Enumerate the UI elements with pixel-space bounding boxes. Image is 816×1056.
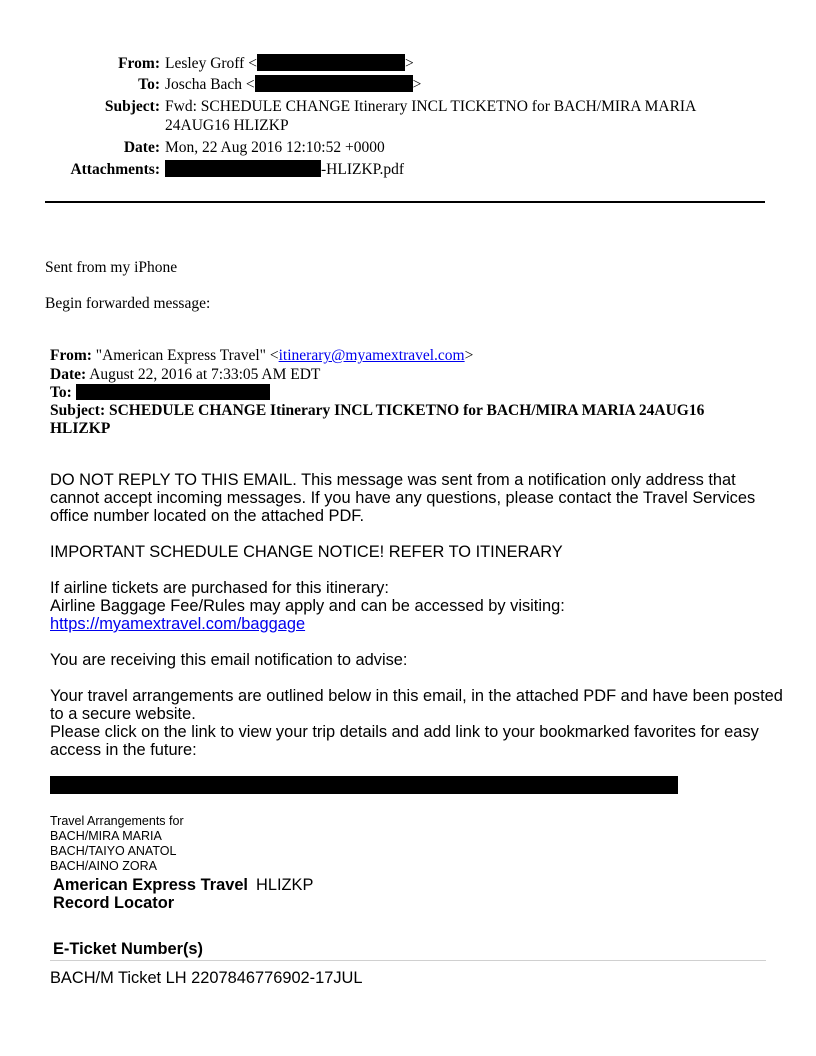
baggage-paragraph xyxy=(50,579,565,633)
to-name: Joscha Bach < xyxy=(165,76,255,93)
to-value xyxy=(165,75,421,95)
record-locator-label xyxy=(53,876,248,912)
travel-arrangements-block xyxy=(50,814,184,874)
arrangements-line-1: Your travel arrangements are outlined below in this email, in the attached PDF and have been posted xyxy=(50,687,783,705)
to-label: To: xyxy=(138,76,160,93)
baggage-link[interactable]: https://myamextravel.com/baggage xyxy=(50,615,306,633)
fwd-from-name: "American Express Travel" < xyxy=(95,347,279,364)
header-divider xyxy=(45,201,765,203)
from-name: Lesley Groff < xyxy=(165,55,257,72)
notice-paragraph xyxy=(50,471,755,525)
attachment-filename[interactable]: -HLIZKP.pdf xyxy=(321,161,405,178)
fwd-from-row xyxy=(50,347,473,365)
fwd-to-row xyxy=(50,384,270,402)
arrangements-line-3: Please click on the link to view your trip details and add link to your bookmarked favorites for easy xyxy=(50,723,759,741)
advise-line: You are receiving this email notification to advise: xyxy=(50,651,408,669)
fwd-subject-label: Subject: xyxy=(50,402,106,419)
fwd-to-label: To: xyxy=(50,384,72,401)
redaction-bar xyxy=(257,54,405,71)
fwd-subject-row xyxy=(50,402,704,420)
fwd-from-email-link[interactable]: itinerary@myamextravel.com xyxy=(278,347,465,364)
notice-line-2: cannot accept incoming messages. If you have any questions, please contact the Travel Services xyxy=(50,489,756,507)
notice-line-3: office number located on the attached PDF. xyxy=(50,507,365,525)
schedule-change-notice: IMPORTANT SCHEDULE CHANGE NOTICE! REFER TO ITINERARY xyxy=(50,543,563,561)
redaction-bar xyxy=(76,384,270,400)
to-close: > xyxy=(412,76,422,93)
arrangements-line-4: access in the future: xyxy=(50,741,197,759)
baggage-line-1: If airline tickets are purchased for this itinerary: xyxy=(50,579,389,597)
baggage-line-2: Airline Baggage Fee/Rules may apply and can be accessed by visiting: xyxy=(50,597,565,615)
fwd-from-close: > xyxy=(464,347,474,364)
record-locator-value: HLIZKP xyxy=(256,876,314,894)
arrangements-for-label: Travel Arrangements for xyxy=(50,814,184,828)
fwd-subject-row-2 xyxy=(50,420,110,438)
subject-line-2: 24AUG16 HLIZKP xyxy=(165,117,289,134)
date-value: Mon, 22 Aug 2016 12:10:52 +0000 xyxy=(165,139,385,156)
attachments-label: Attachments: xyxy=(70,161,160,178)
fwd-date-row xyxy=(50,366,320,384)
sent-from-line: Sent from my iPhone xyxy=(45,259,178,276)
eticket-heading: E-Ticket Number(s) xyxy=(53,940,203,958)
redacted-trip-link xyxy=(50,776,678,794)
fwd-subject-line-2: HLIZKP xyxy=(50,420,111,437)
attachment-value[interactable] xyxy=(165,160,404,180)
begin-forwarded-line: Begin forwarded message: xyxy=(45,295,211,312)
from-label: From: xyxy=(118,55,160,72)
fwd-date-label: Date: xyxy=(50,366,87,383)
amex-label-line-2: Record Locator xyxy=(53,894,175,912)
amex-label-line-1: American Express Travel xyxy=(53,876,248,894)
fwd-from-label: From: xyxy=(50,347,92,364)
notice-line-1: DO NOT REPLY TO THIS EMAIL. This message was sent from a notification only address that xyxy=(50,471,736,489)
redaction-bar xyxy=(165,160,321,177)
redaction-bar xyxy=(255,75,413,92)
ticket-line: BACH/M Ticket LH 2207846776902-17JUL xyxy=(50,969,363,987)
arrangements-line-2: to a secure website. xyxy=(50,705,196,723)
date-label: Date: xyxy=(123,139,160,156)
fwd-date-value: August 22, 2016 at 7:33:05 AM EDT xyxy=(89,366,321,383)
eticket-divider xyxy=(50,960,766,961)
subject-line-1: Fwd: SCHEDULE CHANGE Itinerary INCL TICKETNO for BACH/MIRA MARIA xyxy=(165,98,697,115)
traveler-name: BACH/TAIYO ANATOL xyxy=(50,844,177,858)
from-value xyxy=(165,54,414,74)
traveler-name: BACH/MIRA MARIA xyxy=(50,829,162,843)
from-close: > xyxy=(404,55,414,72)
arrangements-paragraph xyxy=(50,687,783,759)
fwd-subject-line-1: SCHEDULE CHANGE Itinerary INCL TICKETNO for BACH/MIRA MARIA 24AUG16 xyxy=(108,402,705,419)
traveler-name: BACH/AINO ZORA xyxy=(50,859,157,873)
subject-label: Subject: xyxy=(104,98,160,115)
